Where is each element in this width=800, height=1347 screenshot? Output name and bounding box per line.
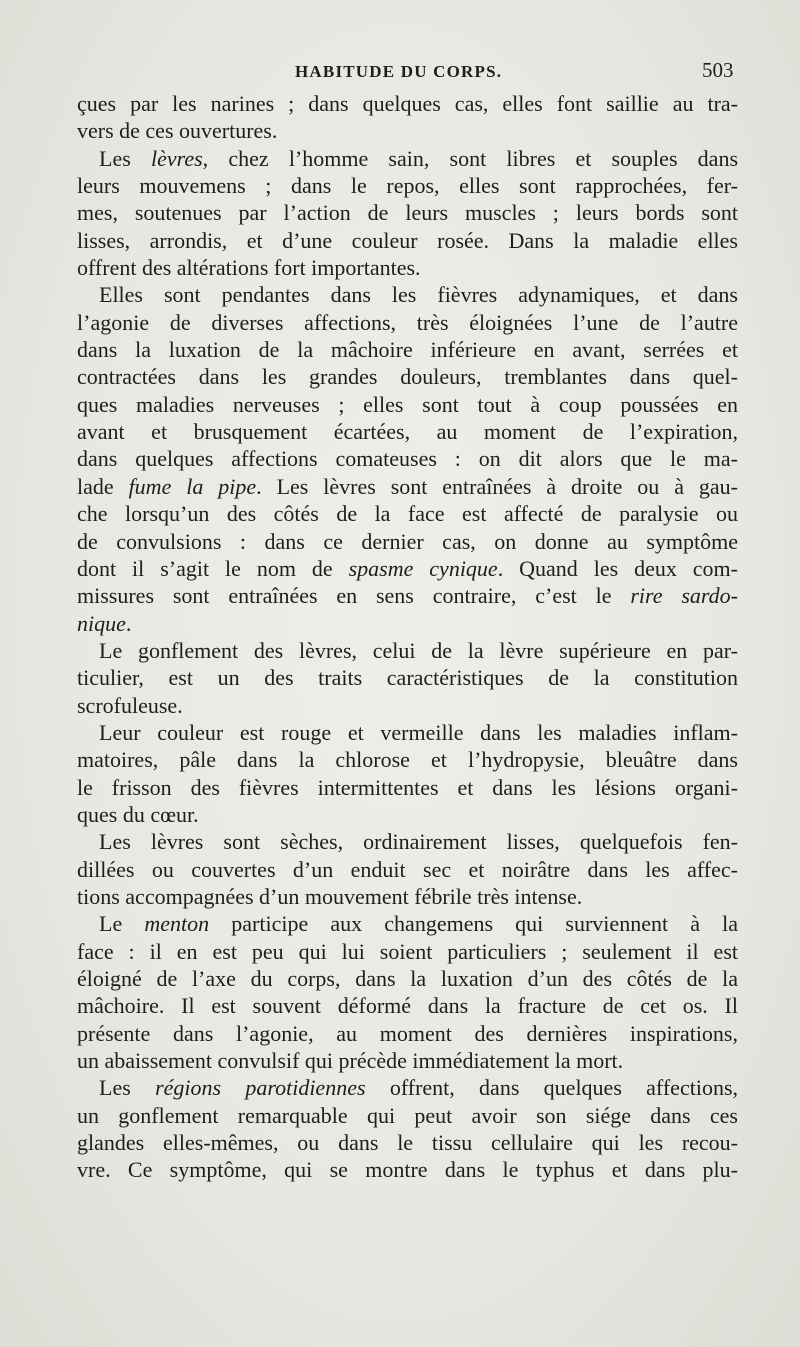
paragraph [77,719,738,828]
text-line: vers de ces ouvertures. [77,118,278,144]
text-line: che lorsqu’un des côtés de la face est affecté de paralysie ou [77,501,738,527]
paragraph [77,281,738,636]
paragraph [77,90,738,145]
page-number: 503 [702,58,734,82]
text-line: un abaissement convulsif qui précède immédiatement la mort. [77,1048,624,1074]
text-line: dont il s’agit le nom de spasme cynique. Quand les deux com- [77,555,739,581]
text-line: lade fume la pipe. Les lèvres sont entraînées à droite ou à gau- [77,473,738,499]
text-line: éloigné de l’axe du corps, dans la luxation d’un des côtés de la [77,966,738,991]
paragraph [77,828,738,910]
text-line: ques du cœur. [77,801,199,827]
text-line: face : il en est peu qui lui soient particuliers ; seulement il est [77,938,738,964]
text-line: ques maladies nerveuses ; elles sont tout à coup poussées en [77,391,738,417]
text-line: dillées ou couvertes d’un enduit sec et noirâtre dans les affec- [77,856,738,882]
paragraph [77,910,738,1074]
running-title: HABITUDE DU CORPS. [295,62,503,81]
text-line: scrofuleuse. [77,692,183,718]
text-line: nique. [77,610,132,636]
text-line: l’agonie de diverses affections, très éloignées l’une de l’autre [77,309,738,335]
text-line: dans la luxation de la mâchoire inférieure en avant, serrées et [77,337,738,363]
text-line: glandes elles-mêmes, ou dans le tissu cellulaire qui les recou- [77,1130,738,1156]
text-line: un gonflement remarquable qui peut avoir son siége dans ces [77,1102,738,1128]
text-line: ticulier, est un des traits caractéristiques de la constitution [77,665,738,691]
text-line: Leur couleur est rouge et vermeille dans les maladies inflam- [99,719,738,745]
text-line: offrent des altérations fort importantes. [77,255,421,281]
text-line: présente dans l’agonie, au moment des dernières inspirations, [77,1020,738,1046]
text-line: dans quelques affections comateuses : on dit alors que le ma- [77,446,738,472]
text-line: matoires, pâle dans la chlorose et l’hydropysie, bleuâtre dans [77,747,738,773]
text-line: vre. Ce symptôme, qui se montre dans le typhus et dans plu- [77,1157,738,1183]
paragraph [77,145,738,282]
text-line: missures sont entraînées en sens contraire, c’est le rire sardo- [77,583,738,609]
text-line: çues par les narines ; dans quelques cas, elles font saillie au tra- [77,91,738,116]
text-line: de convulsions : dans ce dernier cas, on donne au symptôme [77,528,738,554]
text-line: contractées dans les grandes douleurs, tremblantes dans quel- [77,364,738,390]
text-line: Les régions parotidiennes offrent, dans quelques affections, [99,1075,738,1101]
text-line: Les lèvres, chez l’homme sain, sont libres et souples dans [99,145,739,171]
paragraph [77,1074,738,1183]
text-line: Les lèvres sont sèches, ordinairement lisses, quelquefois fen- [99,829,738,855]
text-line: le frisson des fièvres intermittentes et dans les lésions organi- [77,774,738,800]
text-line: mes, soutenues par l’action de leurs muscles ; leurs bords sont [77,200,738,226]
text-line: leurs mouvemens ; dans le repos, elles sont rapprochées, fer- [77,173,738,199]
text-line: tions accompagnées d’un mouvement fébrile très intense. [77,883,583,909]
text-line: Le gonflement des lèvres, celui de la lèvre supérieure en par- [99,637,738,663]
paragraph [77,637,738,719]
text-line: avant et brusquement écartées, au moment de l’expiration, [77,419,738,445]
text-line: Elles sont pendantes dans les fièvres adynamiques, et dans [99,282,738,308]
text-line: mâchoire. Il est souvent déformé dans la fracture de cet os. Il [77,993,738,1019]
page-header [0,56,800,90]
body-text [77,90,738,1184]
text-line: Le menton participe aux changemens qui surviennent à la [99,911,738,937]
text-line: lisses, arrondis, et d’une couleur rosée. Dans la maladie elles [77,227,738,253]
